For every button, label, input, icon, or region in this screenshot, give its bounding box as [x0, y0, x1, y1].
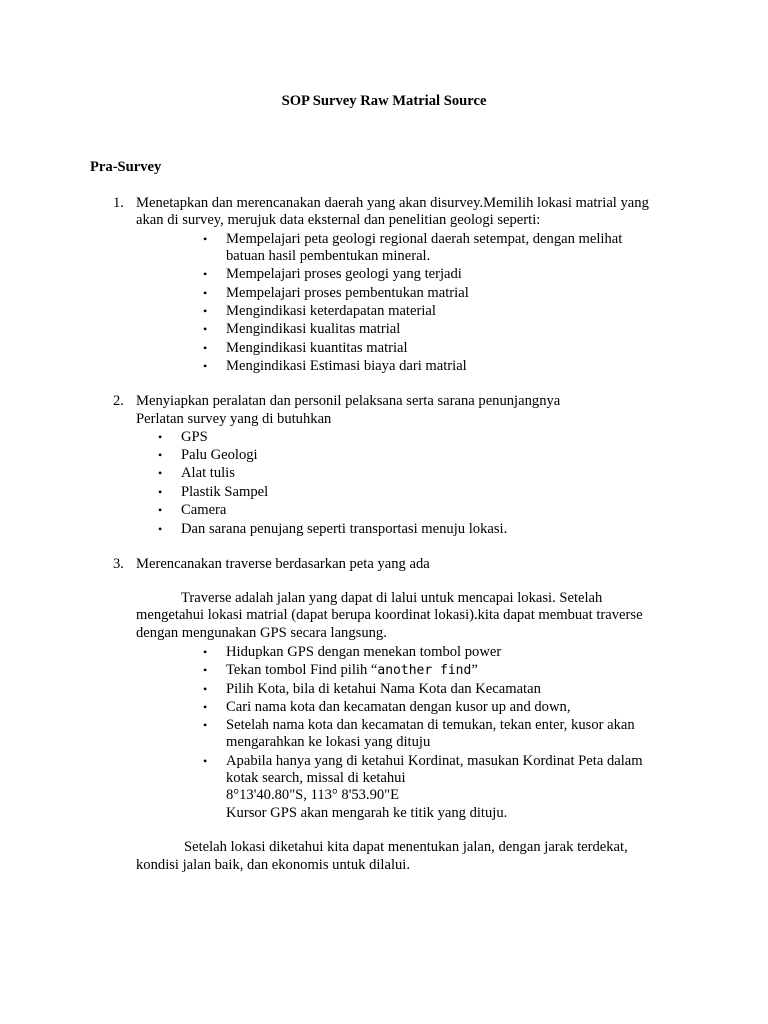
item-1-text-line-1: Menetapkan dan merencanakan daerah yang akan disurvey.Memilih lokasi matrial yang — [136, 195, 649, 211]
item-2-bullet-3: Alat tulis — [181, 465, 235, 481]
item-1-number: 1. — [113, 195, 124, 211]
item-3-bullet-6-coordinates: 8°13'40.80"S, 113° 8'53.90"E — [226, 787, 400, 803]
item-3-text-line-1: Merencanakan traverse berdasarkan peta yang ada — [136, 556, 430, 572]
item-3-bullet-5-line-1: Setelah nama kota dan kecamatan di temukan, tekan enter, kusor akan — [226, 717, 635, 733]
bullet-glyph: • — [203, 663, 208, 677]
document-title: SOP Survey Raw Matrial Source — [281, 93, 487, 109]
bullet-glyph: • — [158, 430, 163, 444]
bullet-glyph: • — [203, 682, 208, 696]
item-1-bullet-1-line-2: batuan hasil pembentukan mineral. — [226, 248, 431, 264]
item-1-bullet-5: Mengindikasi kualitas matrial — [226, 321, 401, 337]
item-1-bullet-3: Mempelajari proses pembentukan matrial — [226, 285, 469, 301]
bullet-glyph: • — [203, 232, 208, 246]
bullet-glyph: • — [203, 645, 208, 659]
item-3-paragraph-1-line-3: dengan mengunakan GPS secara langsung. — [136, 625, 387, 641]
item-1-bullet-6: Mengindikasi kuantitas matrial — [226, 340, 408, 356]
item-2-bullet-4: Plastik Sampel — [181, 484, 269, 500]
bullet-glyph: • — [203, 304, 208, 318]
bullet-glyph: • — [158, 522, 163, 536]
bullet-glyph: • — [203, 718, 208, 732]
item-2-text-line-1: Menyiapkan peralatan dan personil pelaksana serta sarana penunjangnya — [136, 393, 561, 409]
item-2-bullet-6: Dan sarana penujang seperti transportasi menuju lokasi. — [181, 521, 508, 537]
item-3-bullet-1: Hidupkan GPS dengan menekan tombol power — [226, 644, 502, 660]
item-2-text-line-2: Perlatan survey yang di butuhkan — [136, 411, 332, 427]
bullet-glyph: • — [158, 485, 163, 499]
item-3-bullet-2 — [226, 661, 478, 680]
item-3-paragraph-2-line-2: kondisi jalan baik, dan ekonomis untuk dilalui. — [136, 857, 411, 873]
item-2-number: 2. — [113, 393, 124, 409]
item-3-bullet-6-line-4: Kursor GPS akan mengarah ke titik yang dituju. — [226, 805, 508, 821]
item-3-paragraph-1-line-1: Traverse adalah jalan yang dapat di lalui untuk mencapai lokasi. Setelah — [181, 590, 603, 606]
item-1-bullet-1-line-1: Mempelajari peta geologi regional daerah setempat, dengan melihat — [226, 231, 623, 247]
item-2-bullet-1: GPS — [181, 429, 208, 445]
item-3-bullet-3: Pilih Kota, bila di ketahui Nama Kota dan Kecamatan — [226, 681, 541, 697]
bullet-glyph: • — [203, 286, 208, 300]
bullet-glyph: • — [158, 503, 163, 517]
item-3-bullet-2-prefix: Tekan tombol Find pilih “ — [226, 662, 378, 678]
item-1-text-line-2: akan di survey, merujuk data eksternal dan penelitian geologi seperti: — [136, 212, 541, 228]
item-1-bullet-4: Mengindikasi keterdapatan material — [226, 303, 436, 319]
bullet-glyph: • — [203, 322, 208, 336]
item-3-paragraph-1-line-2: mengetahui lokasi matrial (dapat berupa koordinat lokasi).kita dapat membuat traverse — [136, 607, 643, 623]
item-3-number: 3. — [113, 556, 124, 572]
item-3-bullet-2-suffix: ” — [471, 662, 478, 678]
item-3-bullet-4: Cari nama kota dan kecamatan dengan kusor up and down, — [226, 699, 571, 715]
item-2-bullet-2: Palu Geologi — [181, 447, 258, 463]
item-1-bullet-7: Mengindikasi Estimasi biaya dari matrial — [226, 358, 467, 374]
bullet-glyph: • — [158, 466, 163, 480]
item-3-paragraph-2-line-1: Setelah lokasi diketahui kita dapat menentukan jalan, dengan jarak terdekat, — [184, 839, 628, 855]
bullet-glyph: • — [203, 700, 208, 714]
item-2-bullet-5: Camera — [181, 502, 227, 518]
bullet-glyph: • — [203, 754, 208, 768]
item-3-bullet-6-line-2: kotak search, missal di ketahui — [226, 770, 406, 786]
item-3-bullet-2-code: another find — [377, 663, 472, 678]
section-heading: Pra-Survey — [90, 159, 162, 175]
bullet-glyph: • — [203, 341, 208, 355]
item-3-bullet-5-line-2: mengarahkan ke lokasi yang dituju — [226, 734, 431, 750]
item-1-bullet-2: Mempelajari proses geologi yang terjadi — [226, 266, 462, 282]
item-3-bullet-6-line-1: Apabila hanya yang di ketahui Kordinat, masukan Kordinat Peta dalam — [226, 753, 643, 769]
bullet-glyph: • — [158, 448, 163, 462]
bullet-glyph: • — [203, 267, 208, 281]
bullet-glyph: • — [203, 359, 208, 373]
